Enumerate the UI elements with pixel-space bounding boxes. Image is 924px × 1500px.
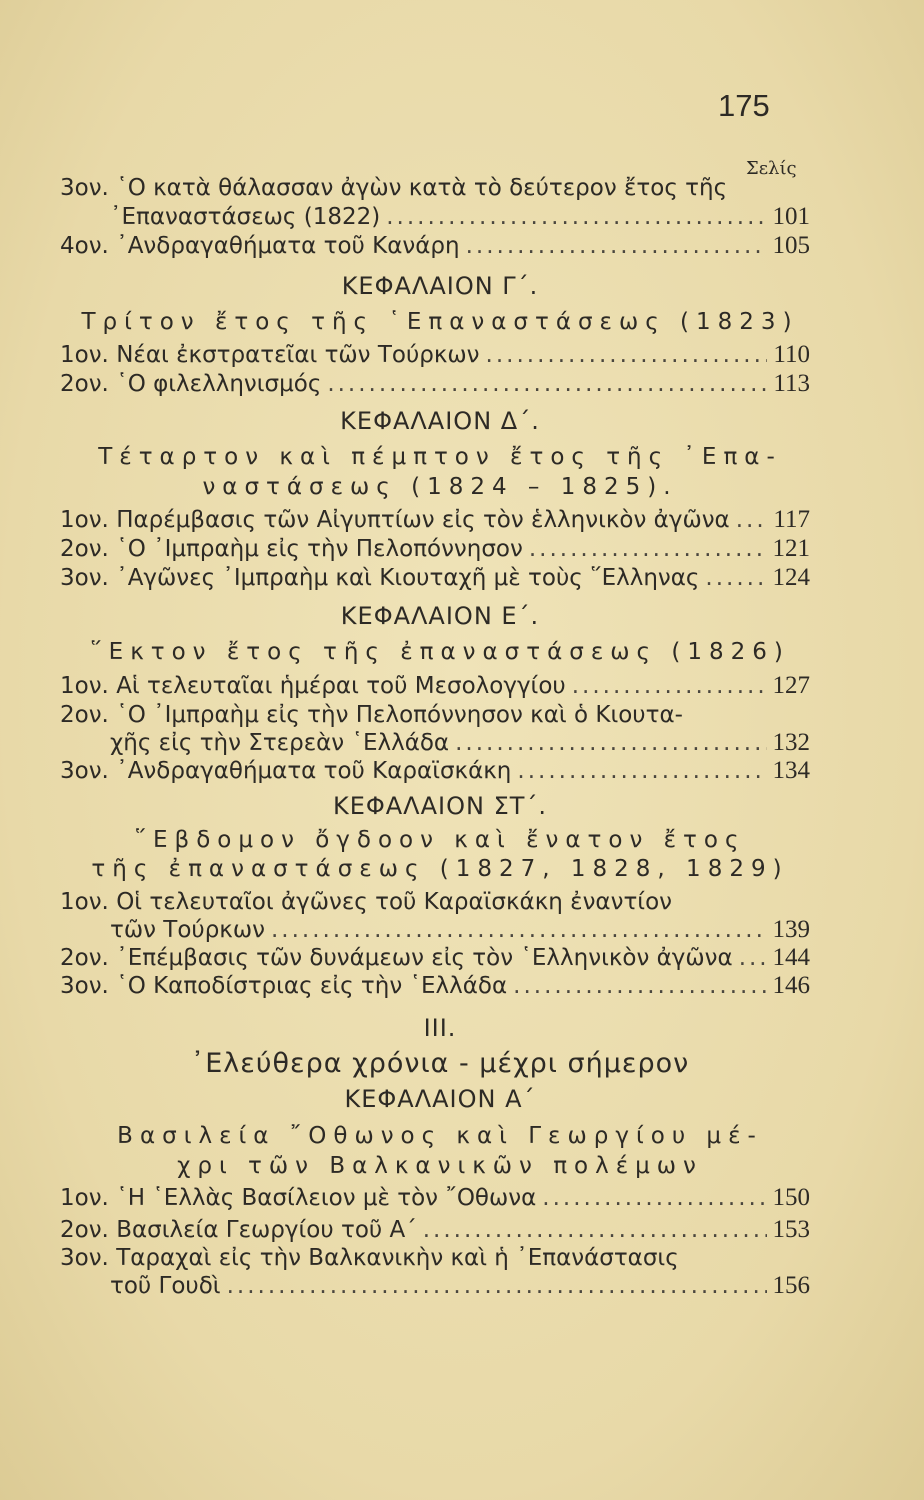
entry-number: 2ον. [60, 536, 109, 562]
toc-entry [60, 755, 810, 787]
entry-number: 2ον. [60, 702, 109, 728]
chapter-heading: ΚΕΦΑΛΑΙΟΝ Γ΄. [341, 272, 539, 300]
toc-entry [60, 368, 810, 400]
entry-title: ῾Ο Καποδίστριας εἰς τὴν ῾Ελλάδα [116, 973, 508, 999]
entry-title: ᾿Αγῶνες ᾿Ιμπραὴμ καὶ Κιουταχῆ μὲ τοὺς ῞Ελληνας [116, 565, 700, 591]
part-number: III. [423, 1014, 457, 1042]
entry-page: 134 [772, 757, 810, 784]
entry-title: ῾Ο ᾿Ιμπραὴμ εἰς τὴν Πελοπόννησον καὶ ὁ Κιουτα- [116, 702, 683, 728]
chapter-title: Τρίτον ἔτος τῆς ῾Επαναστάσεως (1823) [81, 309, 799, 335]
chapter-heading: ΚΕΦΑΛΑΙΟΝ Δ΄. [340, 407, 540, 435]
dot-leader [736, 504, 768, 536]
dot-leader [466, 230, 767, 262]
part-title: ᾿Ελεύθερα χρόνια - μέχρι σήμερον [190, 1048, 690, 1079]
dot-leader [486, 339, 768, 371]
entry-page: 121 [772, 535, 810, 562]
entry-page: 146 [772, 972, 810, 999]
entry-page: 124 [772, 564, 810, 591]
pages-column-label: Σελίς [746, 158, 797, 179]
entry-page: 156 [772, 1272, 810, 1299]
chapter-title: Τέταρτον καὶ πέμπτον ἔτος τῆς ᾿Επα- [98, 444, 782, 470]
entry-title: ᾿Επαναστάσεως (1822) [110, 204, 381, 230]
toc-entry [60, 670, 810, 702]
entry-number: 3ον. [60, 175, 109, 201]
entry-number: 1ον. [60, 889, 109, 915]
entry-page: 117 [773, 506, 810, 533]
entry-title: ᾿Επέμβασις τῶν δυνάμεων εἰς τὸν ῾Ελληνικὸν ἀγῶνα [116, 945, 733, 971]
entry-page: 105 [772, 232, 810, 259]
dot-leader [386, 201, 766, 233]
entry-number: 4ον. [60, 233, 109, 259]
dot-leader [513, 970, 766, 1002]
entry-page: 150 [772, 1184, 810, 1211]
chapter-heading: ΚΕΦΑΛΑΙΟΝ Α΄ [344, 1085, 536, 1113]
toc-entry [60, 1182, 810, 1214]
entry-number: 2ον. [60, 1217, 109, 1243]
chapter-title: ῞Εκτον ἔτος τῆς ἐπαναστάσεως (1826) [90, 639, 790, 665]
entry-page: 139 [772, 916, 810, 943]
entry-number: 1ον. [60, 673, 109, 699]
entry-number: 3ον. [60, 758, 109, 784]
dot-leader [572, 670, 767, 702]
dot-leader [705, 562, 766, 594]
chapter-heading: ΚΕΦΑΛΑΙΟΝ Ε΄. [340, 602, 540, 630]
chapter-title: ῞Εβδομον ὄγδοον καὶ ἔνατον ἔτος [134, 827, 746, 853]
entry-title: ῾Ο κατὰ θάλασσαν ἀγὼν κατὰ τὸ δεύτερον ἔτος τῆς [116, 175, 728, 201]
toc-entry [60, 504, 810, 536]
entry-title: Παρέμβασις τῶν Αἰγυπτίων εἰς τὸν ἑλληνικὸν ἀγῶνα [116, 507, 730, 533]
toc-entry [60, 172, 810, 204]
entry-number: 1ον. [60, 1185, 109, 1211]
chapter-title: χρι τῶν Βαλκανικῶν πολέμων [177, 1153, 703, 1179]
toc-entry [110, 201, 810, 233]
chapter-title: Βασιλεία ῎Οθωνος καὶ Γεωργίου μέ- [117, 1123, 763, 1149]
dot-leader [542, 1182, 766, 1214]
toc-entry [60, 339, 810, 371]
dot-leader [529, 533, 767, 565]
entry-title: Αἱ τελευταῖαι ἡμέραι τοῦ Μεσολογγίου [116, 673, 566, 699]
toc-entry [60, 230, 810, 262]
toc-entry [60, 970, 810, 1002]
entry-number: 3ον. [60, 1245, 109, 1271]
entry-page: 127 [772, 672, 810, 699]
entry-number: 3ον. [60, 565, 109, 591]
dot-leader [227, 1270, 767, 1302]
dot-leader [517, 755, 766, 787]
entry-page: 110 [773, 341, 810, 368]
entry-title: Βασιλεία Γεωργίου τοῦ Α΄ [116, 1217, 417, 1243]
chapter-heading: ΚΕΦΑΛΑΙΟΝ ΣΤ΄. [332, 792, 548, 820]
entry-title: ῾Ο φιλελληνισμός [116, 371, 322, 397]
entry-title: Ταραχαὶ εἰς τὴν Βαλκανικὴν καὶ ἡ ᾿Επανάστασις [116, 1245, 679, 1271]
entry-title: χῆς εἰς τὴν Στερεὰν ῾Ελλάδα [110, 730, 450, 756]
entry-title: Νέαι ἐκστρατεῖαι τῶν Τούρκων [116, 342, 480, 368]
entry-number: 2ον. [60, 371, 109, 397]
entry-page: 153 [772, 1216, 810, 1243]
entry-number: 2ον. [60, 945, 109, 971]
entry-title: ᾿Ανδραγαθήματα τοῦ Καραϊσκάκη [116, 758, 512, 784]
entry-page: 132 [772, 729, 810, 756]
entry-title: Οἱ τελευταῖοι ἀγῶνες τοῦ Καραϊσκάκη ἐναντίον [116, 889, 672, 915]
entry-title: ῾Ο ᾿Ιμπραὴμ εἰς τὴν Πελοπόννησον [116, 536, 523, 562]
toc-entry [110, 1270, 810, 1302]
chapter-title: ναστάσεως (1824 – 1825). [202, 474, 678, 500]
toc-entry [60, 562, 810, 594]
toc-entry [60, 533, 810, 565]
entry-title: ᾿Ανδραγαθήματα τοῦ Κανάρη [116, 233, 460, 259]
entry-page: 101 [772, 203, 810, 230]
entry-title: τοῦ Γουδὶ [110, 1273, 221, 1299]
entry-page: 113 [773, 370, 810, 397]
chapter-title: τῆς ἐπαναστάσεως (1827, 1828, 1829) [91, 856, 789, 882]
entry-title: τῶν Τούρκων [110, 917, 265, 943]
entry-number: 3ον. [60, 973, 109, 999]
entry-page: 144 [772, 944, 810, 971]
entry-title: ῾Η ῾Ελλὰς Βασίλειον μὲ τὸν ῎Οθωνα [116, 1185, 537, 1211]
entry-number: 1ον. [60, 507, 109, 533]
dot-leader [327, 368, 767, 400]
entry-number: 1ον. [60, 342, 109, 368]
page-number: 175 [718, 88, 770, 123]
